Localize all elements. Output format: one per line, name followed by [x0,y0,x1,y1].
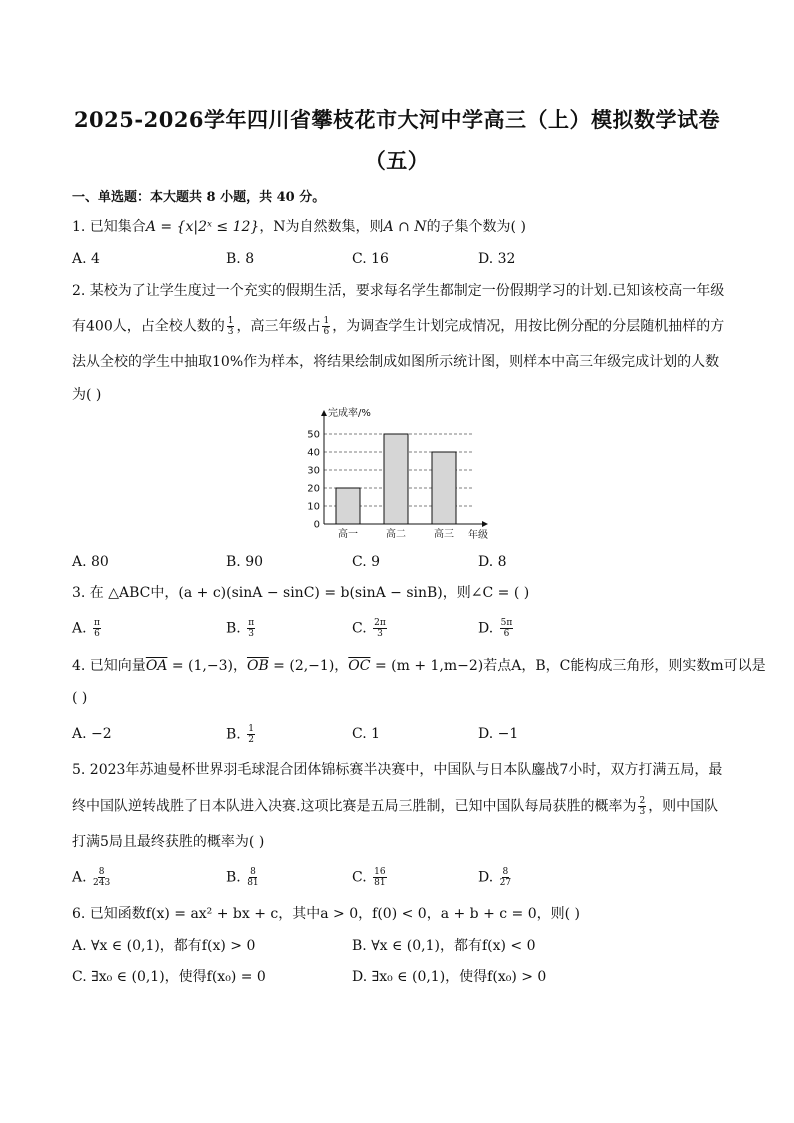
frac-denominator: 2 [248,735,254,745]
y-tick-label: 0 [313,519,320,531]
option-label: B. [226,620,241,637]
q2-option-a: A. 80 [72,554,109,570]
q2-line-2 [72,316,724,337]
section-heading: 一、单选题：本大题共 8 小题，共 40 分。 [72,190,326,205]
q5-line-2 [72,796,724,817]
frac-numerator: 1 [248,724,254,734]
q2-line-2b: ，高三年级占 [236,318,321,335]
q1-option-a: A. 4 [72,251,100,267]
frac-denominator: 81 [247,878,259,888]
bar-高二 [384,434,408,524]
frac-numerator: 2π [374,618,386,628]
q4-option-d: D. −1 [478,726,519,742]
vector-oa-value: = (1,−3)， [167,658,247,674]
frac-numerator: π [94,618,100,628]
question-4-stem [72,656,766,676]
y-tick-label: 10 [307,501,320,513]
q2-option-b: B. 90 [226,554,264,570]
option-label: C. [352,620,367,637]
option-label: B. [226,869,241,886]
frac-denominator: 6 [323,327,330,337]
frac-denominator: 3 [639,807,646,817]
option-label: B. [226,726,241,743]
q5-line-3: 打满5局且最终获胜的概率为( ) [72,834,265,850]
frac-denominator: 3 [248,629,255,639]
frac-numerator: 5π [500,618,513,628]
y-tick-label: 50 [307,429,320,441]
q5-line-2a: 终中国队逆转战胜了日本队进入决赛.这项比赛是五局三胜制，已知中国队每局获胜的概率为 [72,798,637,815]
question-6-stem: 6. 已知函数f(x) = ax² + bx + c，其中a > 0，f(0) < 0，a + b + c = 0，则( ) [72,906,581,922]
q6-option-c: C. ∃x₀ ∈ (0,1)，使得f(x₀) = 0 [72,969,266,985]
q5-fraction-two-thirds [638,796,646,817]
vector-oc: $\overline{OC}$ [348,658,371,674]
q5-line-2b: ，则中国队 [648,798,719,815]
q3-option-b [226,618,257,639]
frac-numerator: π [248,618,255,628]
exam-title-subtitle: （五） [364,148,430,173]
q5-option-c [352,867,389,888]
frac-numerator: 8 [250,867,256,877]
q4-option-a: A. −2 [72,726,112,742]
q2-option-c: C. 9 [352,554,381,570]
vector-ob: $\overline{OB}$ [246,658,269,674]
q1-stem-b: ，N为自然数集，则 [259,219,384,235]
vector-ob-value: = (2,−1)， [268,658,349,674]
frac-denominator: 27 [499,878,512,888]
q4-line-2: ( ) [72,690,88,706]
q5-option-b [226,867,261,888]
vector-oa: $\overline{OA}$ [145,658,168,674]
option-label: D. [478,869,494,886]
x-axis-label: 年级 [468,530,488,541]
q3-option-c [352,618,389,639]
y-tick-label: 30 [307,465,320,477]
q5-option-a [72,867,112,888]
option-label: A. [72,620,87,637]
bar-高三 [432,452,456,524]
q2-line-1: 2. 某校为了让学生度过一个充实的假期生活，要求每名学生都制定一份假期学习的计划.已知该校高一年级 [72,283,725,299]
x-axis-arrow [482,521,488,527]
y-tick-label: 40 [307,447,320,459]
q2-option-d: D. 8 [478,554,507,570]
q1-stem-a: 1. 已知集合 [72,219,146,235]
option-label: D. [478,620,494,637]
frac-denominator: 6 [503,629,510,639]
frac-denominator: 6 [94,629,100,639]
frac-numerator: 16 [374,867,386,877]
q6-option-b: B. ∀x ∈ (0,1)，都有f(x) < 0 [352,938,536,954]
frac-denominator: 3 [227,327,234,337]
frac-numerator: 8 [502,867,509,877]
y-tick-label: 20 [307,483,320,495]
q2-line-2a: 有400人，占全校人数的 [72,318,225,335]
frac-numerator: 8 [98,867,105,877]
q2-line-4: 为( ) [72,387,102,403]
q1-intersection: A ∩ N [383,219,427,235]
frac-numerator: 1 [323,316,330,326]
option-label: C. [352,869,367,886]
q1-stem-c: 的子集个数为( ) [426,219,526,235]
question-3-stem: 3. 在 △ABC中，(a + c)(sinA − sinC) = b(sinA − sinB)，则∠C = ( ) [72,585,530,601]
bar-高一 [336,488,360,524]
q3-option-d [478,618,515,639]
q1-option-c: C. 16 [352,251,389,267]
frac-denominator: 243 [93,878,111,888]
frac-numerator: 2 [639,796,646,806]
frac-denominator: 3 [377,629,383,639]
exam-title: 2025-2026学年四川省攀枝花市大河中学高三（上）模拟数学试卷 [73,107,721,132]
option-label: A. [72,869,87,886]
q2-fraction-one-sixth [322,316,330,337]
q2-line-3: 法从全校的学生中抽取10%作为样本，将结果绘制成如图所示统计图，则样本中高三年级完成计划的人数 [72,354,720,370]
frac-denominator: 81 [374,878,386,888]
q1-option-d: D. 32 [478,251,516,267]
x-tick-label: 高一 [338,529,358,540]
q1-option-b: B. 8 [226,251,255,267]
q4-stem-a: 4. 已知向量 [72,658,146,674]
x-tick-label: 高三 [434,529,454,540]
q6-option-a: A. ∀x ∈ (0,1)，都有f(x) > 0 [72,938,256,954]
q4-option-c: C. 1 [352,726,381,742]
completion-rate-bar-chart [300,406,500,542]
q4-option-b [226,724,257,745]
q2-line-2c: ，为调查学生计划完成情况，用按比例分配的分层随机抽样的方 [332,318,725,335]
y-axis-arrow [321,410,327,416]
q3-option-a [72,618,103,639]
y-axis-label: 完成率/% [328,408,371,419]
frac-numerator: 1 [227,316,234,326]
x-tick-label: 高二 [386,529,406,540]
question-1-stem [72,217,724,237]
q5-line-1: 5. 2023年苏迪曼杯世界羽毛球混合团体锦标赛半决赛中，中国队与日本队鏖战7小时，双方打满五局，最 [72,762,723,778]
q5-option-d [478,867,513,888]
q2-fraction-one-third [227,316,235,337]
vector-oc-value: = (m + 1,m−2)若点A，B，C能构成三角形，则实数m可以是 [370,658,766,674]
q6-option-d: D. ∃x₀ ∈ (0,1)，使得f(x₀) > 0 [352,969,547,985]
q1-set-expression: A = {x|2ˣ ≤ 12} [145,219,260,235]
